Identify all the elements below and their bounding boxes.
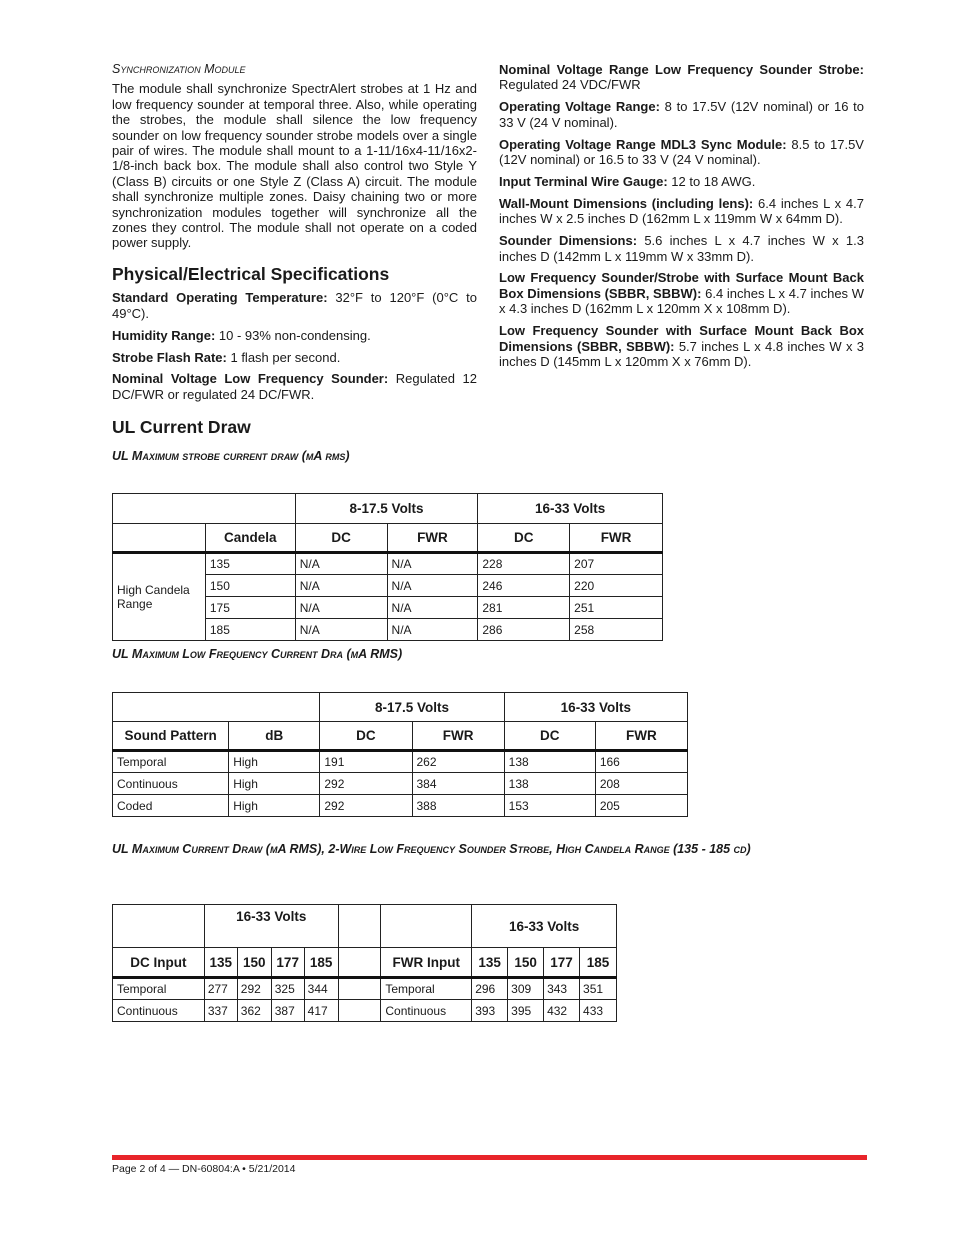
- table-header: 135: [204, 948, 237, 978]
- table-row: 185 N/A N/A 286 258: [113, 619, 663, 641]
- table-header: 8-17.5 Volts: [295, 494, 478, 524]
- table-header: 8-17.5 Volts: [320, 693, 504, 722]
- ul-heading: UL Current Draw: [112, 417, 251, 437]
- table-header: Candela: [205, 524, 295, 553]
- table-header: 185: [580, 948, 617, 978]
- table-header: FWR: [595, 722, 687, 751]
- spec-item: Input Terminal Wire Gauge: 12 to 18 AWG.: [499, 173, 756, 189]
- table-row: Temporal 277 292 325 344 Temporal 296 309 343 351: [113, 978, 617, 1000]
- table-header: DC: [295, 524, 387, 553]
- table-header: DC: [504, 722, 595, 751]
- table-header: 135: [472, 948, 508, 978]
- table-header: 150: [237, 948, 271, 978]
- sync-module-text: The module shall synchronize SpectrAlert strobes at 1 Hz and low frequency sounder at temporal three. Also, while operating the strobes, the module shall silence the low frequency sounder on low frequency sounder strobe models over a single pair of wires. The module shall mount to a 1-11/16x4-11/16x2-1/8-inch back box. The module shall also control two Style Y (Class B) circuits or one Style Z (Class A) circuit. The module shall synchronize multiple zones. Daisy chaining two or more synchronization modules together will synchronize all the zones they control. The module shall not operate on a coded power supply.: [112, 81, 477, 251]
- table-header: 185: [304, 948, 338, 978]
- table-header: FWR Input: [381, 948, 472, 978]
- table-header: DC: [320, 722, 412, 751]
- left-column: [112, 62, 477, 409]
- table-row: High Candela Range 135 N/A N/A 228 207: [113, 553, 663, 575]
- table-header: dB: [229, 722, 320, 751]
- table1-caption: UL Maximum strobe current draw (mA rms): [112, 449, 350, 463]
- spec-item: Nominal Voltage Range Low Frequency Sounder Strobe: Regulated 24 VDC/FWR: [499, 62, 864, 93]
- spec-item: Standard Operating Temperature: 32°F to 120°F (0°C to 49°C).: [112, 290, 477, 321]
- right-column: [499, 62, 864, 376]
- table2-caption: UL Maximum Low Frequency Current Dra (mA RMS): [112, 647, 403, 661]
- table-header: FWR: [387, 524, 478, 553]
- table-header: 177: [544, 948, 580, 978]
- group-label: High Candela Range: [113, 553, 206, 641]
- footer-accent-bar: [112, 1155, 867, 1160]
- table-header: 16-33 Volts: [472, 905, 617, 948]
- table-header: Sound Pattern: [113, 722, 229, 751]
- table-header: 150: [508, 948, 544, 978]
- table-header: DC Input: [113, 948, 205, 978]
- table-row: Coded High 292 388 153 205: [113, 795, 688, 817]
- spec-item: Strobe Flash Rate: 1 flash per second.: [112, 349, 341, 365]
- table-header: 177: [271, 948, 304, 978]
- spec-item: Operating Voltage Range MDL3 Sync Module: 8.5 to 17.5V (12V nominal) or 16.5 to 33 V (24 V nominal).: [499, 136, 864, 168]
- low-frequency-current-table: [112, 692, 688, 817]
- spec-item: Low Frequency Sounder with Surface Mount Back Box Dimensions (SBBR, SBBW): 5.7 inches L x 4.8 inches W x 3 inches D (145mm L x 120mm X x 76mm D).: [499, 323, 864, 369]
- table-header: 16-33 Volts: [504, 693, 687, 722]
- table-header: FWR: [412, 722, 504, 751]
- spec-item: Low Frequency Sounder/Strobe with Surface Mount Back Box Dimensions (SBBR, SBBW): 6.4 inches L x 4.7 inches W x 4.3 inches D (162mm L x 120mm X x 108mm D).: [499, 270, 864, 317]
- spec-item: Wall-Mount Dimensions (including lens): 6.4 inches L x 4.7 inches W x 2.5 inches D (162mm L x 119mm W x 64mm D).: [499, 195, 864, 227]
- table-row: Continuous High 292 384 138 208: [113, 773, 688, 795]
- two-wire-current-table: [112, 904, 617, 1022]
- table-header: DC: [478, 524, 570, 553]
- page-footer: Page 2 of 4 — DN-60804:A • 5/21/2014: [112, 1163, 296, 1175]
- spec-item: Humidity Range: 10 - 93% non-condensing.: [112, 327, 371, 343]
- table3-caption: UL Maximum Current Draw (mA RMS), 2-Wire Low Frequency Sounder Strobe, High Candela Range (135 - 185 cd): [112, 842, 751, 856]
- table-row: Continuous 337 362 387 417 Continuous 393 395 432 433: [113, 1000, 617, 1022]
- table-row: Temporal High 191 262 138 166: [113, 751, 688, 773]
- spec-item: Sounder Dimensions: 5.6 inches L x 4.7 inches W x 1.3 inches D (142mm L x 119mm W x 33mm D).: [499, 233, 864, 264]
- table-header: 16-33 Volts: [478, 494, 663, 524]
- spec-item: Operating Voltage Range: 8 to 17.5V (12V nominal) or 16 to 33 V (24 V nominal).: [499, 99, 864, 130]
- table-header: 16-33 Volts: [204, 905, 338, 948]
- strobe-current-table: [112, 493, 663, 641]
- table-row: 175 N/A N/A 281 251: [113, 597, 663, 619]
- specs-heading: Physical/Electrical Specifications: [112, 263, 390, 284]
- table-header: FWR: [570, 524, 663, 553]
- sync-module-heading: Synchronization Module: [112, 62, 246, 76]
- table-row: 150 N/A N/A 246 220: [113, 575, 663, 597]
- spec-item: Nominal Voltage Low Frequency Sounder: Regulated 12 DC/FWR or regulated 24 DC/FWR.: [112, 371, 477, 402]
